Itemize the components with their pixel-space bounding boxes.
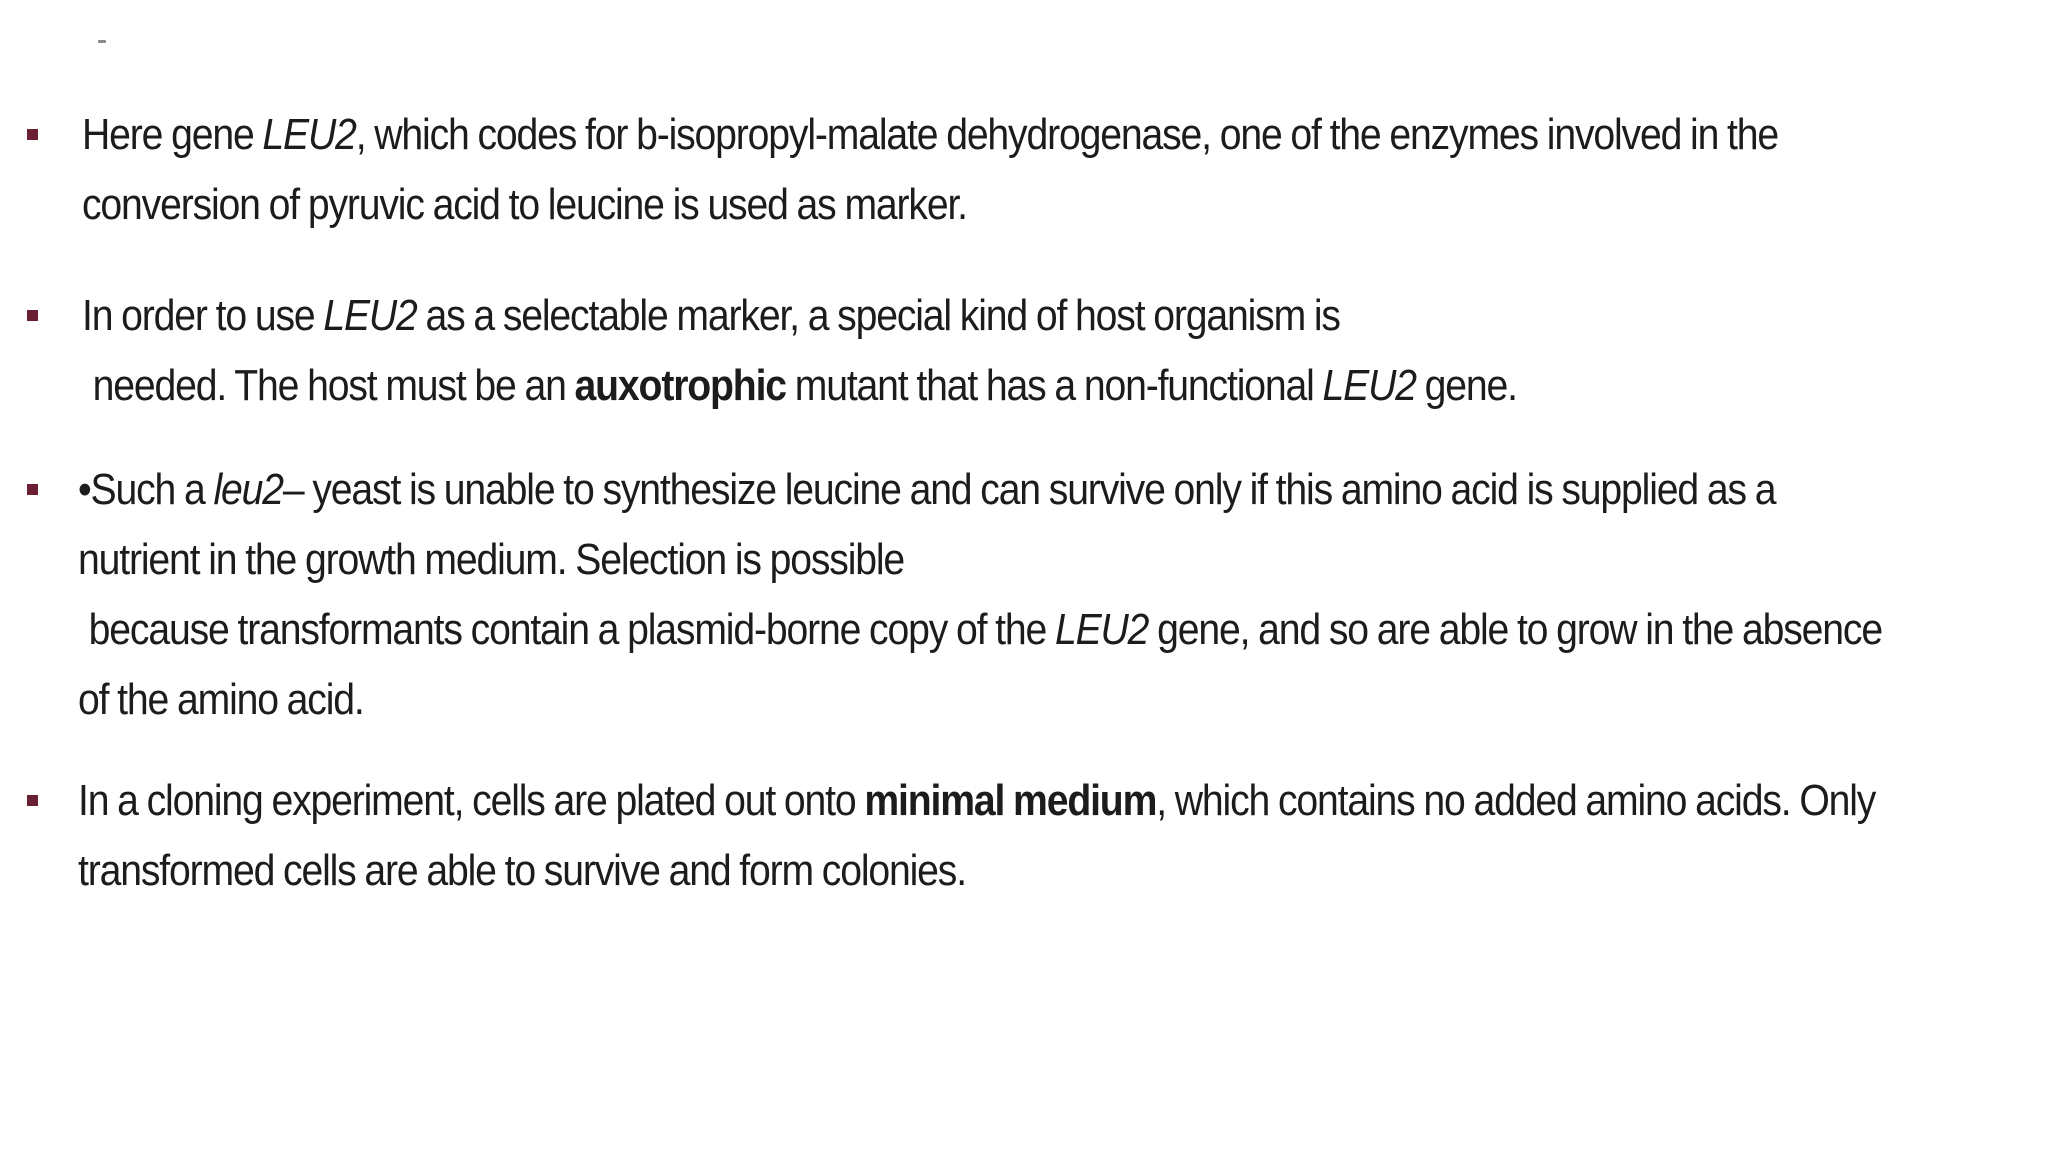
square-bullet-icon	[27, 795, 38, 806]
text-line	[78, 665, 1805, 735]
text-run: In a cloning experiment, cells are plated out onto	[78, 776, 865, 825]
text-run: gene, and so are able to grow in the absence	[1148, 605, 1882, 654]
text-line	[82, 351, 1809, 421]
square-bullet-icon	[27, 484, 38, 495]
text-run: , which codes for b-isopropyl-malate dehydrogenase, one of the enzymes involved in the	[355, 110, 1779, 159]
gene-name: LEU2	[1054, 605, 1149, 654]
text-line	[78, 766, 1876, 836]
text-line	[82, 170, 1809, 240]
text-run: conversion of pyruvic acid to leucine is used as marker.	[82, 180, 967, 229]
text-run: Here gene	[82, 110, 263, 159]
text-line	[78, 595, 1882, 665]
gene-name: LEU2	[1322, 361, 1416, 410]
bullet-text	[78, 766, 1876, 906]
text-line	[78, 455, 1805, 525]
text-line	[78, 836, 1805, 906]
stray-mark	[98, 40, 106, 43]
text-run: gene.	[1415, 361, 1517, 410]
text-run: – yeast is unable to synthesize leucine and can survive only if this amino acid is supplied as a	[282, 465, 1776, 514]
text-run: mutant that has a non-functional	[785, 361, 1323, 410]
text-run: •Such a	[78, 465, 214, 514]
bullet-text	[78, 455, 1882, 735]
text-run: because transformants contain a plasmid-borne copy of the	[88, 605, 1055, 654]
text-run: needed. The host must be an	[92, 361, 575, 410]
bullet-text	[82, 100, 1809, 240]
bold-term: minimal medium	[864, 776, 1157, 825]
text-line	[82, 281, 1809, 351]
square-bullet-icon	[27, 129, 38, 140]
square-bullet-icon	[27, 310, 38, 321]
text-run: nutrient in the growth medium. Selection is possible	[78, 535, 905, 584]
gene-name: leu2	[213, 465, 283, 514]
text-run: , which contains no added amino acids. Only	[1156, 776, 1876, 825]
text-run: transformed cells are able to survive and form colonies.	[78, 846, 966, 895]
text-run: as a selectable marker, a special kind of host organism is	[416, 291, 1340, 340]
text-line	[82, 100, 1809, 170]
bullet-text	[82, 281, 1809, 421]
text-run: of the amino acid.	[78, 675, 364, 724]
gene-name: LEU2	[262, 110, 356, 159]
text-run: In order to use	[82, 291, 324, 340]
text-line	[78, 525, 1805, 595]
bold-term: auxotrophic	[574, 361, 786, 410]
gene-name: LEU2	[323, 291, 417, 340]
